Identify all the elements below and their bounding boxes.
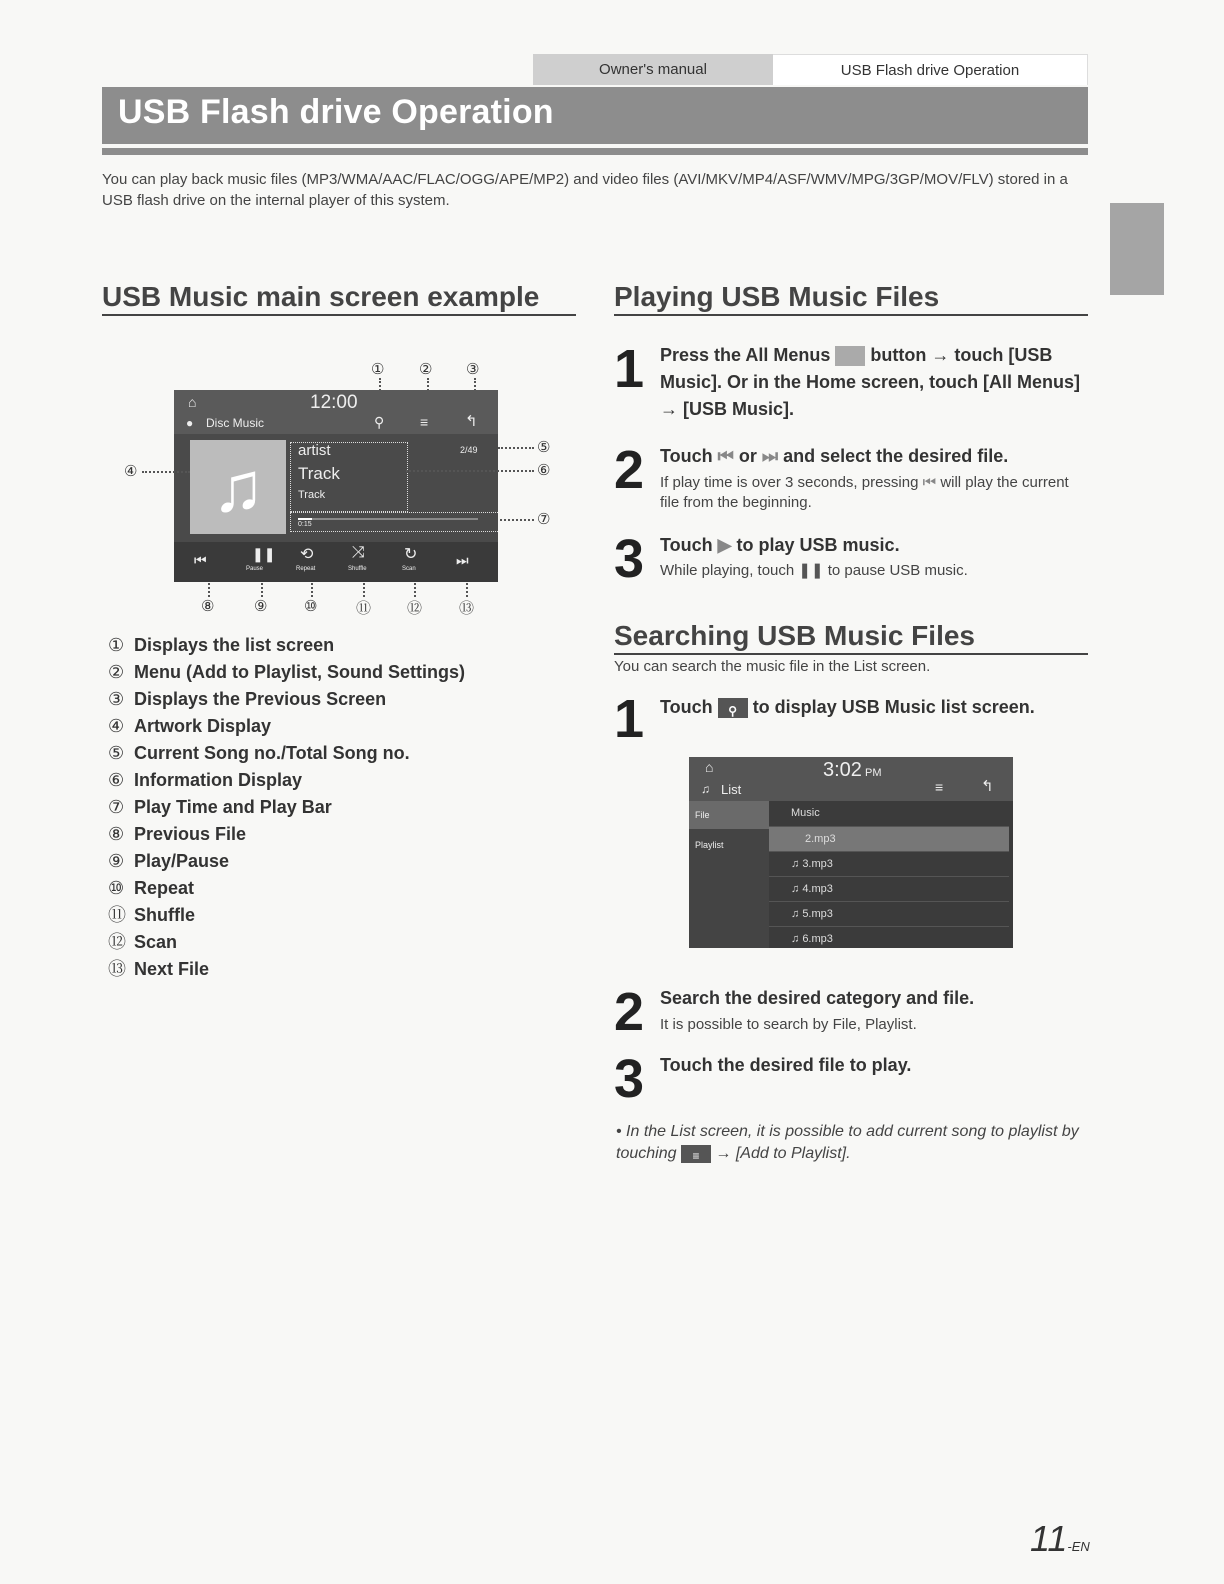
shuffle-icon[interactable]: ⤨ bbox=[352, 544, 365, 561]
play-bar[interactable] bbox=[298, 518, 478, 520]
home-icon[interactable]: ⌂ bbox=[188, 394, 197, 410]
file-row[interactable]: ♫ 3.mp3 bbox=[769, 851, 1009, 876]
source-label: Disc Music bbox=[206, 416, 265, 430]
callout-1: ① bbox=[371, 361, 385, 378]
step-number: 3 bbox=[614, 529, 645, 589]
side-tab-marker bbox=[1110, 203, 1164, 295]
step-heading: Press the All Menus button → touch [USB Music]. Or in the Home screen, touch [All Menus] → [USB Music]. bbox=[660, 345, 1081, 419]
next-icon[interactable]: ⏭ bbox=[456, 552, 469, 568]
callout-line-8 bbox=[208, 583, 210, 597]
callout-6: ⑥ bbox=[537, 462, 551, 479]
play-bar-progress bbox=[298, 518, 312, 520]
scan-label: Scan bbox=[402, 566, 416, 572]
title-rule bbox=[102, 148, 1088, 155]
playing-heading: Playing USB Music Files bbox=[614, 281, 1088, 316]
list-item: ⑨ Play/Pause bbox=[108, 851, 230, 871]
previous-icon: ⏮ bbox=[717, 446, 734, 466]
list-item: ⑫ Scan bbox=[108, 932, 178, 952]
callout-4: ④ bbox=[124, 463, 138, 480]
list-item: ④ Artwork Display bbox=[108, 716, 272, 736]
callout-3: ③ bbox=[466, 361, 480, 378]
file-row[interactable]: ♫ 6.mp3 bbox=[769, 926, 1009, 948]
clock-ampm: PM bbox=[865, 767, 882, 779]
pause-icon: ❚❚ bbox=[798, 562, 824, 579]
song-count: 2/49 bbox=[460, 445, 478, 455]
callout-line-7 bbox=[500, 519, 534, 521]
menu-icon[interactable]: ≡ bbox=[935, 779, 944, 795]
search-icon[interactable]: ⚲ bbox=[374, 414, 385, 430]
step-number: 1 bbox=[614, 339, 645, 399]
file-row[interactable]: ♫ 4.mp3 bbox=[769, 876, 1009, 901]
callout-2: ② bbox=[419, 361, 433, 378]
playbar-outline bbox=[290, 512, 498, 532]
list-item: ③ Displays the Previous Screen bbox=[108, 689, 387, 709]
track-label: Track bbox=[298, 464, 340, 483]
track-small-label: Track bbox=[298, 489, 326, 501]
clock: 12:00 bbox=[310, 392, 358, 413]
list-item: ⑬ Next File bbox=[108, 959, 210, 979]
legend-list bbox=[108, 632, 465, 983]
callout-10: ⑩ bbox=[304, 598, 318, 615]
back-icon[interactable]: ↰ bbox=[465, 413, 478, 430]
step-number: 2 bbox=[614, 982, 645, 1042]
menu-icon[interactable]: ≡ bbox=[420, 414, 429, 430]
pause-label: Pause bbox=[246, 566, 264, 572]
callout-5: ⑤ bbox=[537, 439, 551, 456]
scan-icon[interactable]: ↻ bbox=[404, 546, 418, 563]
file-row[interactable]: ♫ 5.mp3 bbox=[769, 901, 1009, 926]
next-icon: ⏭ bbox=[761, 446, 779, 466]
list-item: ⑥ Information Display bbox=[108, 770, 303, 790]
step-body: While playing, touch ❚❚ to pause USB music. bbox=[660, 562, 968, 579]
play-icon: ▶ bbox=[717, 535, 732, 555]
usb-list-screen bbox=[689, 757, 1013, 948]
play-time: 0:15 bbox=[298, 521, 312, 528]
step-body: If play time is over 3 seconds, pressing ⏮ will play the current file from the beginning. bbox=[660, 474, 1069, 511]
back-icon[interactable]: ↰ bbox=[981, 778, 994, 795]
list-title: List bbox=[721, 782, 742, 797]
folder-row[interactable]: Music bbox=[791, 807, 820, 819]
step-heading: Touch the desired file to play. bbox=[660, 1055, 912, 1075]
callout-7: ⑦ bbox=[537, 511, 551, 528]
callout-line-12 bbox=[414, 583, 416, 597]
repeat-label: Repeat bbox=[296, 566, 316, 572]
callout-line-4 bbox=[142, 471, 190, 473]
pause-icon[interactable]: ❚❚ bbox=[252, 546, 276, 562]
file-tab-label: File bbox=[695, 810, 710, 820]
callout-line-13 bbox=[466, 583, 468, 597]
list-item: ⑪ Shuffle bbox=[108, 905, 195, 925]
section-tab: USB Flash drive Operation bbox=[773, 54, 1088, 85]
list-icon: ♫ bbox=[701, 782, 710, 796]
callout-11: ⑪ bbox=[356, 600, 372, 617]
page-number: 11-EN bbox=[1030, 1518, 1090, 1559]
list-item: ⑧ Previous File bbox=[108, 824, 247, 844]
list-item: ② Menu (Add to Playlist, Sound Settings) bbox=[108, 662, 465, 682]
menu-icon: ≡ bbox=[681, 1145, 711, 1163]
callout-9: ⑨ bbox=[254, 598, 268, 615]
controls-bar bbox=[174, 542, 498, 582]
home-icon[interactable]: ⌂ bbox=[705, 759, 714, 775]
step-number: 3 bbox=[614, 1049, 645, 1109]
step-heading: Search the desired category and file. bbox=[660, 988, 975, 1008]
step-number: 2 bbox=[614, 440, 645, 500]
step-body: It is possible to search by File, Playlist. bbox=[660, 1016, 917, 1033]
intro-paragraph: You can play back music files (MP3/WMA/AAC/FLAC/OGG/APE/MP2) and video files (AVI/MKV/MP4/ASF/WMV/MPG/3GP/MOV/FLV) stored in a USB flash drive on the internal player of this system. bbox=[102, 171, 1068, 209]
clock: 3:02 bbox=[823, 759, 862, 781]
usb-music-screen bbox=[174, 390, 498, 582]
artist-label: artist bbox=[298, 442, 331, 459]
step-heading: Touch ⚲ to display USB Music list screen. bbox=[660, 697, 1035, 719]
music-note-icon: ♫ bbox=[211, 448, 265, 526]
shuffle-label: Shuffle bbox=[348, 566, 367, 572]
previous-icon[interactable]: ⏮ bbox=[194, 552, 207, 568]
step-heading: Touch ▶ to play USB music. bbox=[660, 535, 900, 555]
callout-line-11 bbox=[363, 583, 365, 597]
callout-8: ⑧ bbox=[201, 598, 215, 615]
playlist-tab-label[interactable]: Playlist bbox=[695, 840, 724, 850]
step-heading: Touch ⏮ or ⏭ and select the desired file. bbox=[660, 446, 1009, 466]
repeat-icon[interactable]: ⟲ bbox=[300, 546, 314, 563]
file-row[interactable]: 2.mp3 bbox=[769, 826, 1009, 851]
list-item: ⑦ Play Time and Play Bar bbox=[108, 797, 332, 817]
owners-manual-tab: Owner's manual bbox=[533, 54, 773, 85]
callout-12: ⑫ bbox=[407, 600, 423, 617]
list-item: ① Displays the list screen bbox=[108, 635, 335, 655]
note: • In the List screen, it is possible to add current song to playlist by touching ≡ → [Add to Playlist]. bbox=[616, 1123, 1079, 1163]
info-box-outline bbox=[290, 442, 408, 512]
callout-line-5 bbox=[498, 447, 534, 449]
list-item: ⑤ Current Song no./Total Song no. bbox=[108, 743, 410, 763]
search-subtitle: You can search the music file in the List screen. bbox=[614, 658, 931, 675]
list-item: ⑩ Repeat bbox=[108, 878, 195, 898]
disc-icon: ● bbox=[186, 416, 194, 430]
callout-line-9 bbox=[261, 583, 263, 597]
step-number: 1 bbox=[614, 689, 645, 749]
callout-line-6 bbox=[406, 470, 534, 472]
page-title: USB Flash drive Operation bbox=[118, 93, 554, 131]
search-icon: ⚲ bbox=[718, 698, 748, 718]
searching-heading: Searching USB Music Files bbox=[614, 620, 1088, 655]
callout-line-10 bbox=[311, 583, 313, 597]
all-menus-icon bbox=[835, 346, 865, 366]
callout-13: ⑬ bbox=[459, 600, 475, 617]
previous-icon: ⏮ bbox=[922, 474, 937, 491]
main-screen-heading: USB Music main screen example bbox=[102, 281, 576, 316]
